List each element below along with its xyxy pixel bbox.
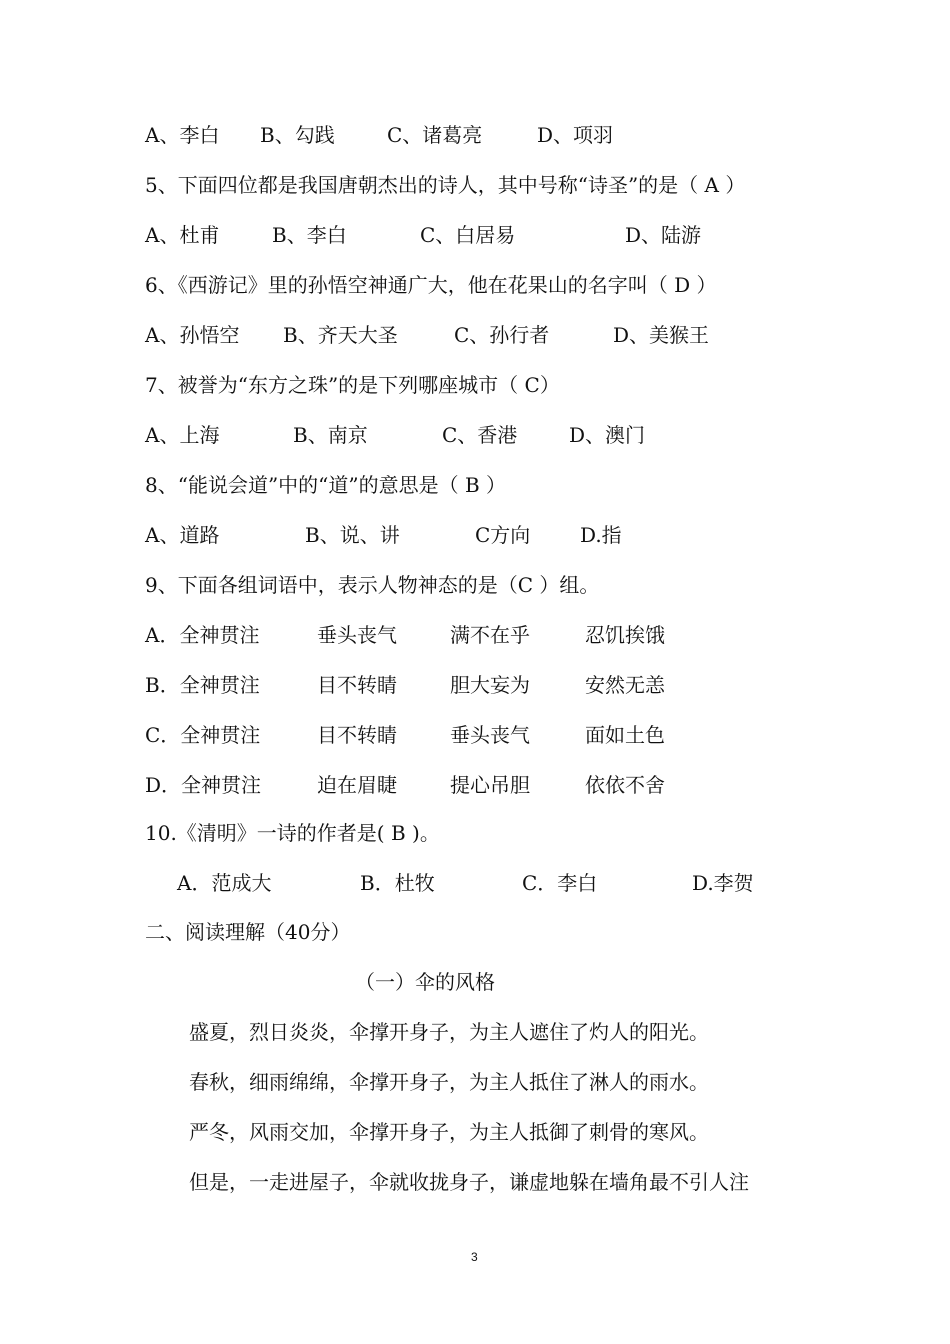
option-b-word4: 安然无恙 xyxy=(585,673,665,697)
q8-stem: 8、“能说会道”中的“道”的意思是（ B ） xyxy=(145,473,507,497)
option-d-word3: 提心吊胆 xyxy=(450,773,530,797)
option-b: B、南京 xyxy=(293,423,368,447)
option-d-word2: 迫在眉睫 xyxy=(317,773,397,797)
option-a-word3: 满不在乎 xyxy=(450,623,530,647)
option-b: B、齐天大圣 xyxy=(283,323,398,347)
option-b-word2: 目不转睛 xyxy=(317,673,397,697)
option-b: B、李白 xyxy=(272,223,347,247)
q6-stem: 6、《西游记》里的孙悟空神通广大，他在花果山的名字叫（ D ） xyxy=(145,273,717,297)
option-b-word1: B．全神贯注 xyxy=(145,673,260,697)
passage-title: （一）伞的风格 xyxy=(355,970,495,994)
passage-paragraph: 春秋，细雨绵绵，伞撑开身子，为主人抵住了淋人的雨水。 xyxy=(189,1070,709,1094)
option-d: D.指 xyxy=(580,523,622,547)
option-c-word2: 目不转睛 xyxy=(317,723,397,747)
option-a: A、杜甫 xyxy=(145,223,220,247)
option-c-word4: 面如土色 xyxy=(585,723,665,747)
q9-stem: 9、下面各组词语中，表示人物神态的是（C ）组。 xyxy=(145,573,600,597)
q10-stem: 10.《清明》一诗的作者是( B )。 xyxy=(145,821,440,845)
option-b: B．杜牧 xyxy=(360,871,435,895)
option-a: A、道路 xyxy=(145,523,220,547)
page-number: 3 xyxy=(471,1250,478,1264)
option-c: C．李白 xyxy=(522,871,598,895)
passage-paragraph: 但是，一走进屋子，伞就收拢身子，谦虚地躲在墙角最不引人注 xyxy=(189,1170,749,1194)
option-b: B、说、讲 xyxy=(305,523,400,547)
option-a: A、李白 xyxy=(145,123,220,147)
q5-stem: 5、下面四位都是我国唐朝杰出的诗人，其中号称“诗圣”的是（ A ） xyxy=(145,173,746,197)
option-c-word1: C．全神贯注 xyxy=(145,723,261,747)
option-c: C、香港 xyxy=(442,423,518,447)
q7-stem: 7、被誉为“东方之珠”的是下列哪座城市（ C） xyxy=(145,373,560,397)
option-a-word4: 忍饥挨饿 xyxy=(585,623,665,647)
option-d: D、项羽 xyxy=(537,123,614,147)
option-b: B、勾践 xyxy=(260,123,335,147)
passage-paragraph: 严冬，风雨交加，伞撑开身子，为主人抵御了刺骨的寒风。 xyxy=(189,1120,709,1144)
passage-paragraph: 盛夏，烈日炎炎，伞撑开身子，为主人遮住了灼人的阳光。 xyxy=(189,1020,709,1044)
option-d: D.李贺 xyxy=(692,871,754,895)
option-a: A．范成大 xyxy=(177,871,272,895)
option-d: D、陆游 xyxy=(625,223,702,247)
option-a: A、上海 xyxy=(145,423,220,447)
option-c: C、孙行者 xyxy=(454,323,550,347)
option-a-word2: 垂头丧气 xyxy=(317,623,397,647)
option-c: C方向 xyxy=(475,523,531,547)
option-d: D、澳门 xyxy=(569,423,646,447)
option-a: A、孙悟空 xyxy=(145,323,240,347)
option-d-word4: 依依不舍 xyxy=(585,773,665,797)
option-c: C、白居易 xyxy=(420,223,516,247)
option-a-word1: A．全神贯注 xyxy=(145,623,260,647)
option-c: C、诸葛亮 xyxy=(387,123,483,147)
option-b-word3: 胆大妄为 xyxy=(450,673,530,697)
option-d: D、美猴王 xyxy=(613,323,710,347)
section-heading: 二、阅读理解（40分） xyxy=(145,920,351,944)
option-d-word1: D．全神贯注 xyxy=(145,773,262,797)
option-c-word3: 垂头丧气 xyxy=(450,723,530,747)
